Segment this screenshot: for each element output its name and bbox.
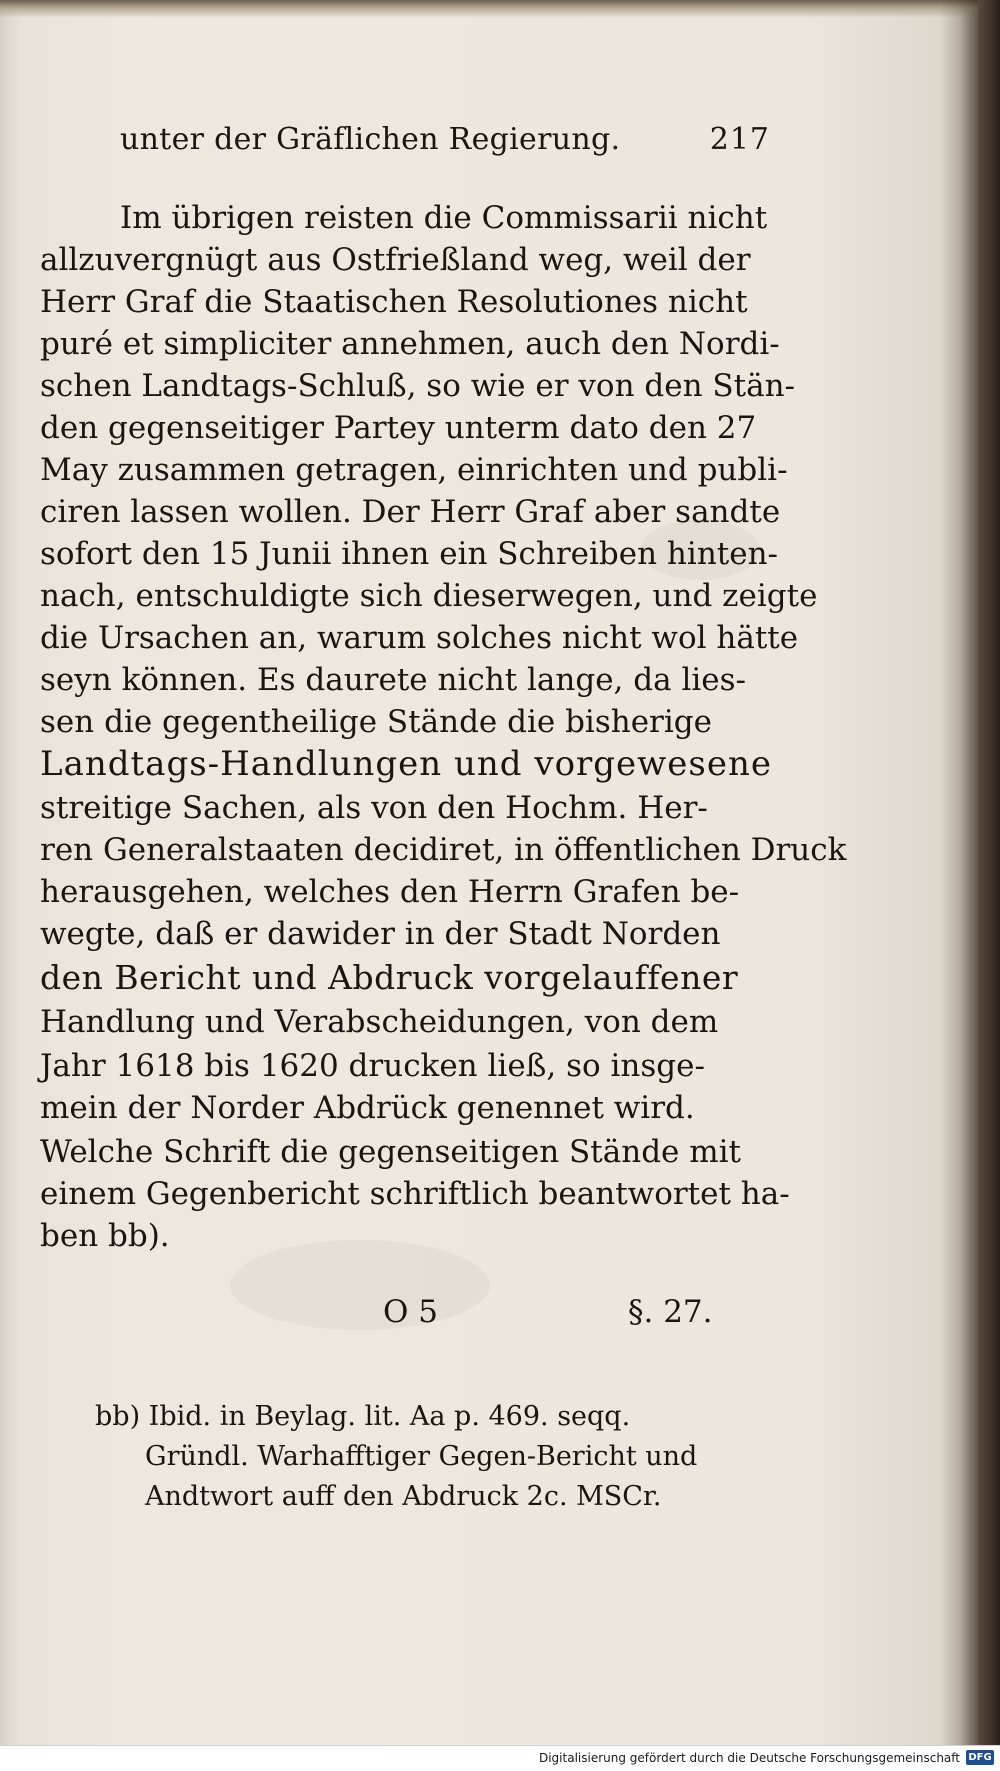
catchword: §. 27. <box>628 1294 713 1330</box>
text-line: seyn können. Es daurete nicht lange, da lies- <box>40 662 747 698</box>
text-line: schen Landtags-Schluß, so wie er von den Stän- <box>40 368 796 404</box>
text-line: mein der Norder Abdrück genennet wird. <box>40 1090 695 1126</box>
text-line: den gegenseitiger Partey unterm dato den 27 <box>40 410 757 446</box>
text-line: die Ursachen an, warum solches nicht wol hätte <box>40 620 799 656</box>
running-title: unter der Gräflichen Regierung. <box>120 122 621 157</box>
text-line: allzuvergnügt aus Ostfrießland weg, weil der <box>40 242 751 278</box>
text-line: ben bb). <box>40 1218 170 1254</box>
paper-stain <box>230 1240 490 1330</box>
text-line: ren Generalstaaten decidiret, in öffentlichen Druck <box>40 832 847 868</box>
footnote-line: Andtwort auff den Abdruck 2c. MSCr. <box>145 1481 662 1512</box>
signature-mark: O 5 <box>383 1294 438 1330</box>
text-line: sofort den 15 Junii ihnen ein Schreiben hinten- <box>40 536 779 572</box>
text-line: nach, entschuldigte sich dieserwegen, und zeigte <box>40 578 818 614</box>
text-line: May zusammen getragen, einrichten und publi- <box>40 452 788 488</box>
text-line: ciren lassen wollen. Der Herr Graf aber sandte <box>40 494 781 530</box>
scan-margin <box>978 0 1000 1745</box>
running-header <box>120 118 770 162</box>
text-line: sen die gegentheilige Stände die bisherige <box>40 704 712 740</box>
page-number: 217 <box>709 122 770 157</box>
text-line: Herr Graf die Staatischen Resolutiones nicht <box>40 284 748 320</box>
text-line: Welche Schrift die gegenseitigen Stände mit <box>40 1134 742 1170</box>
text-line: den Bericht und Abdruck vorgelauffener <box>40 958 739 997</box>
page-top-shadow <box>0 0 978 18</box>
text-line: puré et simpliciter annehmen, auch den Nordi- <box>40 326 780 362</box>
text-line: Jahr 1618 bis 1620 drucken ließ, so insge- <box>40 1048 705 1084</box>
text-line: Landtags-Handlungen und vorgewesene <box>40 744 772 784</box>
text-line: einem Gegenbericht schriftlich beantwortet ha- <box>40 1176 790 1212</box>
page-right-edge <box>940 0 978 1745</box>
dfg-logo-icon: DFG <box>966 1750 994 1765</box>
digitization-footer <box>0 1745 1000 1771</box>
text-line: streitige Sachen, als von den Hochm. Her- <box>40 790 708 826</box>
text-line: herausgehen, welches den Herrn Grafen be- <box>40 874 740 910</box>
text-line: wegte, daß er dawider in der Stadt Norden <box>40 916 721 952</box>
footnote-line: bb) Ibid. in Beylag. lit. Aa p. 469. seqq. <box>95 1401 631 1432</box>
text-line: Handlung und Verabscheidungen, von dem <box>40 1004 719 1040</box>
text-line: Im übrigen reisten die Commissarii nicht <box>120 200 768 236</box>
funding-credit: Digitalisierung gefördert durch die Deutsche Forschungsgemeinschaft <box>538 1751 960 1765</box>
footnote-line: Gründl. Warhafftiger Gegen-Bericht und <box>145 1441 698 1472</box>
